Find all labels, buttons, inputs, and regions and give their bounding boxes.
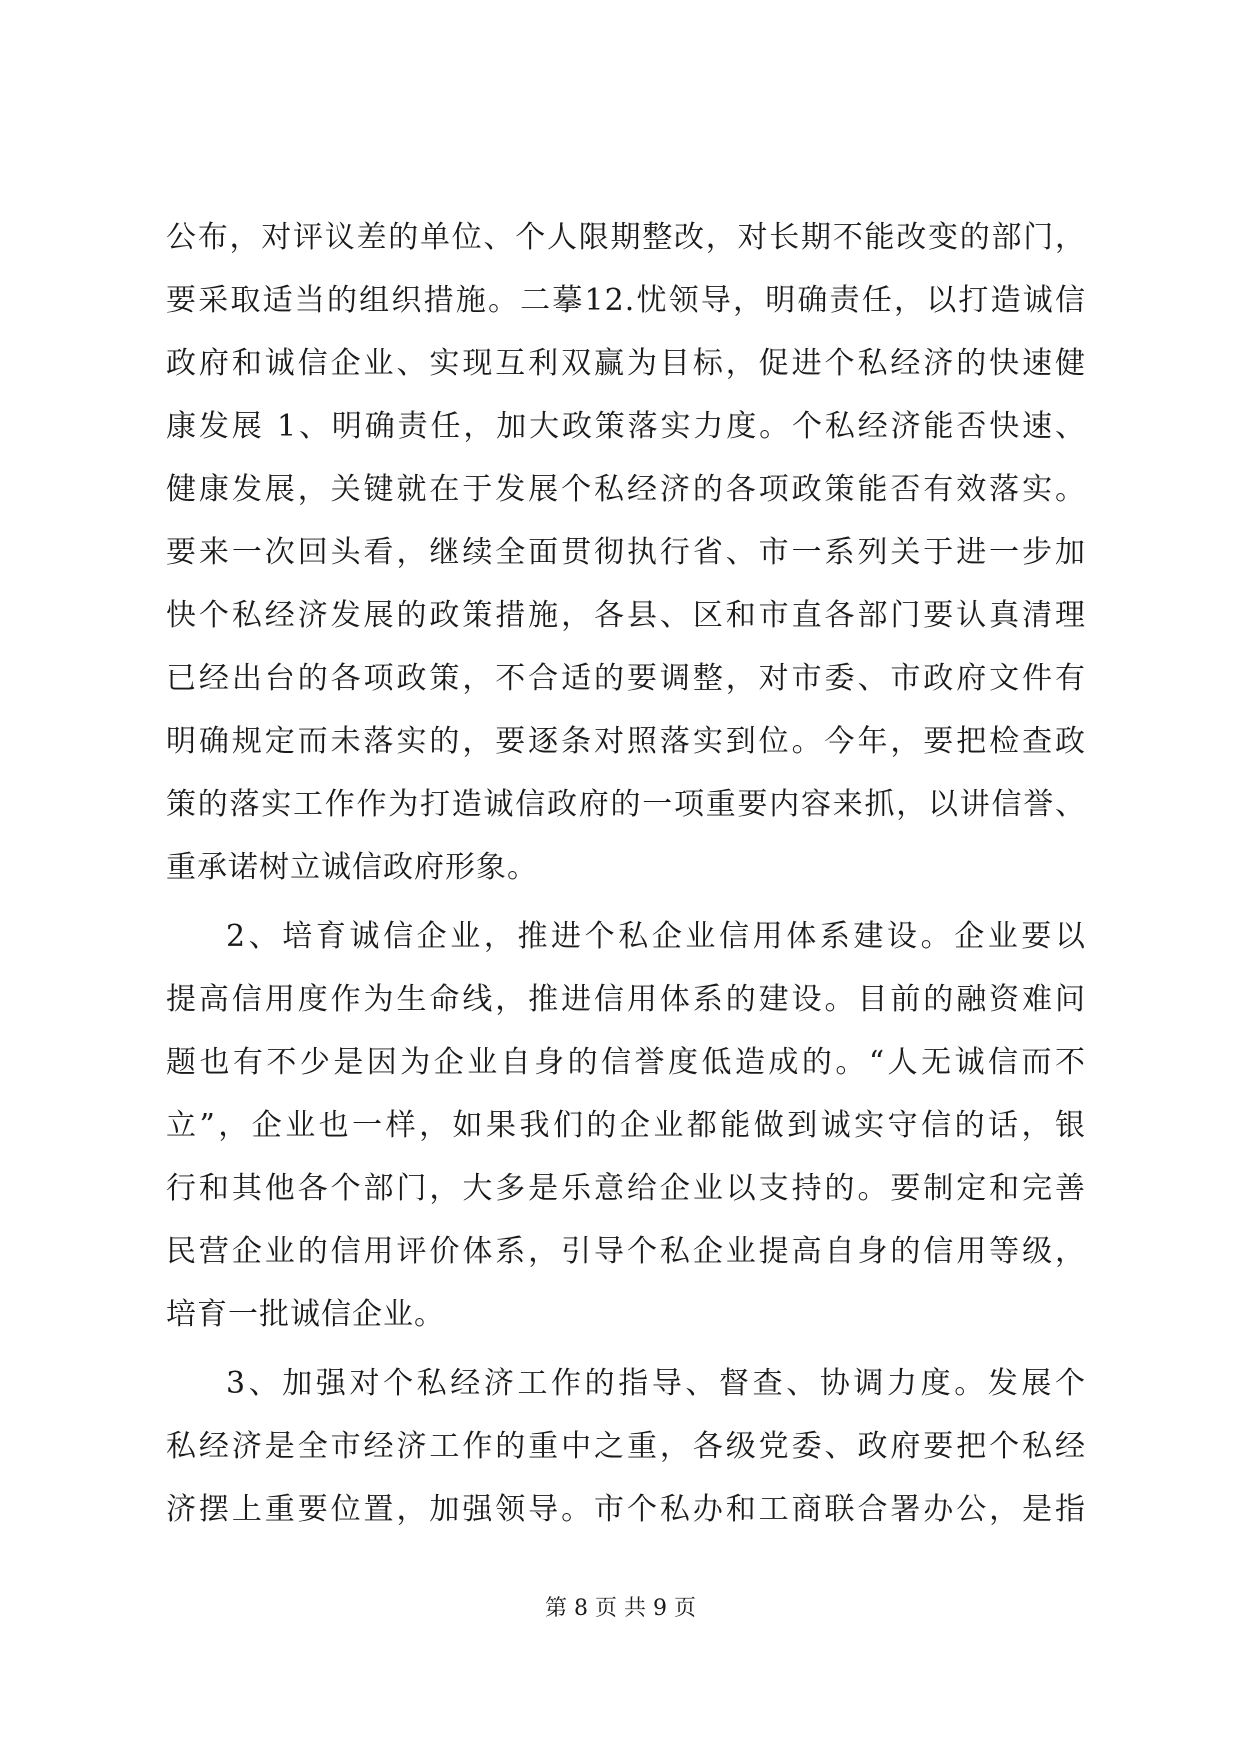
text-line: 已经出台的各项政策，不合适的要调整，对市委、市政府文件有	[166, 661, 1086, 696]
text-line: 明确规定而未落实的，要逐条对照落实到位。今年，要把检查政	[166, 724, 1086, 759]
text-line: 公布，对评议差的单位、个人限期整改，对长期不能改变的部门，	[166, 220, 1086, 255]
text-line: 培育一批诚信企业。	[166, 1297, 445, 1332]
paragraph	[166, 206, 1086, 899]
text-line: 要来一次回头看，继续全面贯彻执行省、市一系列关于进一步加	[166, 535, 1086, 570]
text-line: 私经济是全市经济工作的重中之重，各级党委、政府要把个私经	[166, 1429, 1086, 1464]
paragraph	[166, 905, 1086, 1346]
text-line: 2、培育诚信企业，推进个私企业信用体系建设。企业要以	[226, 919, 1086, 954]
text-line: 康发展 1、明确责任，加大政策落实力度。个私经济能否快速、	[166, 409, 1086, 444]
text-line: 题也有不少是因为企业自身的信誉度低造成的。“人无诚信而不	[166, 1045, 1086, 1080]
text-line: 提高信用度作为生命线，推进信用体系的建设。目前的融资难问	[166, 982, 1086, 1017]
text-line: 要采取适当的组织措施。二摹12.忧领导，明确责任，以打造诚信	[166, 283, 1086, 318]
text-line: 策的落实工作作为打造诚信政府的一项重要内容来抓，以讲信誉、	[166, 787, 1086, 822]
text-line: 政府和诚信企业、实现互利双赢为目标，促进个私经济的快速健	[166, 346, 1086, 381]
body-text	[166, 206, 1086, 1541]
text-line: 民营企业的信用评价体系，引导个私企业提高自身的信用等级，	[166, 1234, 1086, 1269]
text-line: 立”，企业也一样，如果我们的企业都能做到诚实守信的话，银	[166, 1108, 1086, 1143]
text-line: 快个私经济发展的政策措施，各县、区和市直各部门要认真清理	[166, 598, 1086, 633]
text-line: 行和其他各个部门，大多是乐意给企业以支持的。要制定和完善	[166, 1171, 1086, 1206]
paragraph	[166, 1352, 1086, 1541]
page-number-footer: 第 8 页 共 9 页	[545, 1596, 696, 1621]
text-line: 3、加强对个私经济工作的指导、督查、协调力度。发展个	[226, 1366, 1086, 1401]
text-line: 重承诺树立诚信政府形象。	[166, 850, 538, 885]
text-line: 济摆上重要位置，加强领导。市个私办和工商联合署办公，是指	[166, 1492, 1086, 1527]
text-line: 健康发展，关键就在于发展个私经济的各项政策能否有效落实。	[166, 472, 1086, 507]
